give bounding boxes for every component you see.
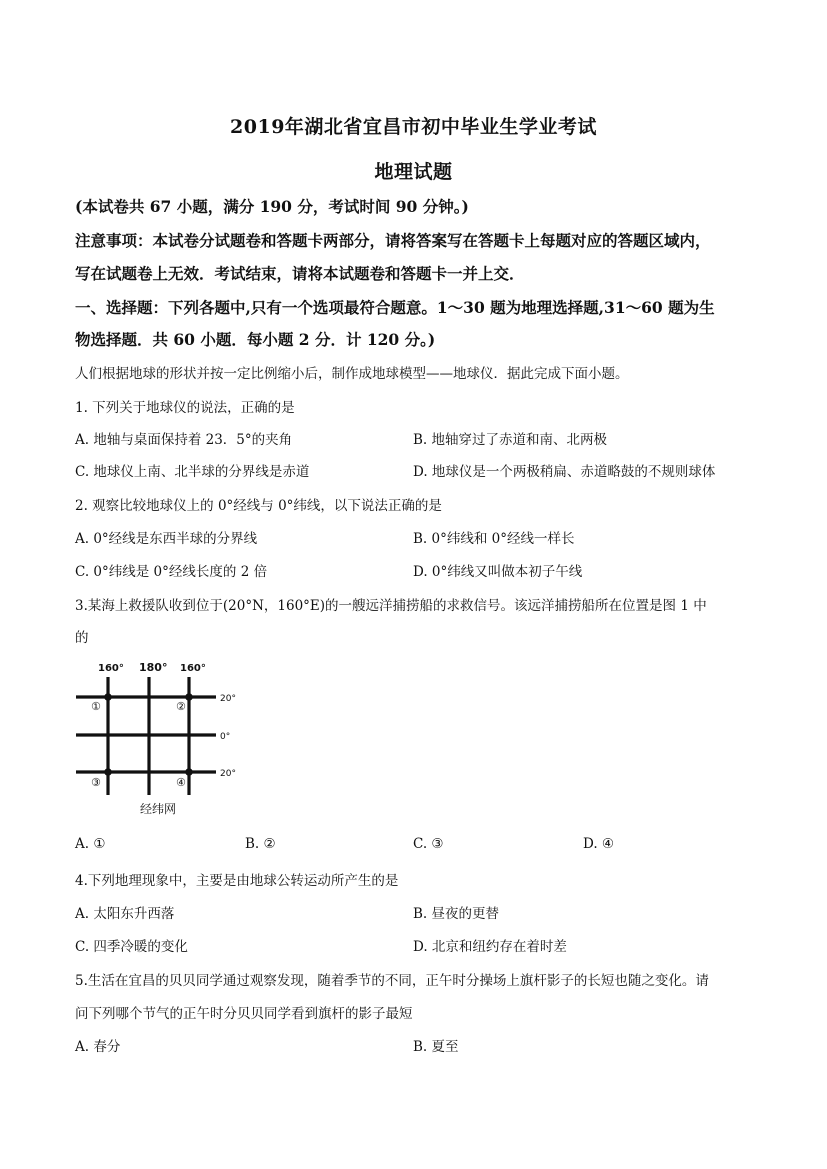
question-4-option-c: C. 四季冷暖的变化	[75, 939, 188, 955]
question-3-option-a: A. ①	[75, 836, 106, 852]
lon-label-180: 180°	[139, 661, 168, 674]
attention-line-2: 写在试题卷上无效．考试结束，请将本试题卷和答题卡一并上交．	[75, 264, 525, 283]
question-1-option-a: A. 地轴与桌面保持着 23．5°的夹角	[75, 432, 293, 448]
point-3-label: ③	[91, 776, 101, 789]
question-2-stem: 2. 观察比较地球仪上的 0°经线与 0°纬线，以下说法正确的是	[75, 498, 442, 514]
exam-subtitle: 地理试题	[374, 161, 453, 183]
lat-label-20-south: 20°	[220, 769, 236, 779]
question-1-stem: 1. 下列关于地球仪的说法，正确的是	[75, 400, 295, 416]
question-4-option-d: D. 北京和纽约存在着时差	[413, 939, 567, 955]
question-5-option-a: A. 春分	[75, 1039, 121, 1055]
question-5-option-b: B. 夏至	[413, 1039, 459, 1055]
question-4-option-b: B. 昼夜的更替	[413, 906, 500, 922]
question-2-option-a: A. 0°经线是东西半球的分界线	[75, 531, 258, 547]
point-1-label: ①	[91, 700, 101, 713]
intro-text: 人们根据地球的形状并按一定比例缩小后，制作成地球模型——地球仪．据此完成下面小题。	[75, 366, 629, 382]
question-1-option-c: C. 地球仪上南、北半球的分界线是赤道	[75, 464, 310, 480]
question-3-option-c: C. ③	[413, 836, 444, 852]
question-1-option-d: D. 地球仪是一个两极稍扁、赤道略鼓的不规则球体	[413, 464, 716, 480]
question-1-option-b: B. 地轴穿过了赤道和南、北两极	[413, 432, 608, 448]
lat-lon-grid-figure	[72, 655, 242, 820]
lat-label-20-north: 20°	[220, 694, 236, 704]
question-2-option-c: C. 0°纬线是 0°经线长度的 2 倍	[75, 564, 268, 580]
question-3-stem-line-2: 的	[75, 630, 89, 646]
question-3-option-d: D. ④	[583, 836, 615, 852]
point-2-label: ②	[176, 700, 186, 713]
question-3-option-b: B. ②	[245, 836, 276, 852]
question-4-option-a: A. 太阳东升西落	[75, 906, 175, 922]
lat-label-0: 0°	[220, 732, 231, 742]
question-3-stem-line-1: 3.某海上救援队收到位于(20°N，160°E)的一艘远洋捕捞船的求救信号。该远洋捕捞船所在位置是图 1 中	[75, 598, 707, 614]
lon-label-160-east: 160°	[180, 663, 206, 674]
section-heading-line-2: 物选择题．共 60 小题．每小题 2 分．计 120 分。)	[75, 330, 436, 349]
question-4-stem: 4.下列地理现象中，主要是由地球公转运动所产生的是	[75, 873, 399, 889]
exam-title: 2019年湖北省宜昌市初中毕业生学业考试	[230, 116, 597, 138]
question-5-stem-line-1: 5.生活在宜昌的贝贝同学通过观察发现，随着季节的不同，正午时分操场上旗杆影子的长短也随之变化。请	[75, 973, 709, 989]
exam-info: (本试卷共 67 小题，满分 190 分，考试时间 90 分钟。)	[75, 197, 469, 216]
lon-label-160-west: 160°	[98, 663, 124, 674]
question-2-option-d: D. 0°纬线又叫做本初子午线	[413, 564, 583, 580]
figure-caption: 经纬网	[140, 802, 177, 816]
point-4-label: ④	[176, 776, 186, 789]
section-heading-line-1: 一、选择题：下列各题中,只有一个选项最符合题意。1～30 题为地理选择题,31～60 题为生	[75, 298, 715, 317]
question-5-stem-line-2: 问下列哪个节气的正午时分贝贝同学看到旗杆的影子最短	[75, 1006, 413, 1022]
question-2-option-b: B. 0°纬线和 0°经线一样长	[413, 531, 575, 547]
attention-line-1: 注意事项：本试卷分试题卷和答题卡两部分，请将答案写在答题卡上每题对应的答题区域内，	[75, 231, 711, 250]
